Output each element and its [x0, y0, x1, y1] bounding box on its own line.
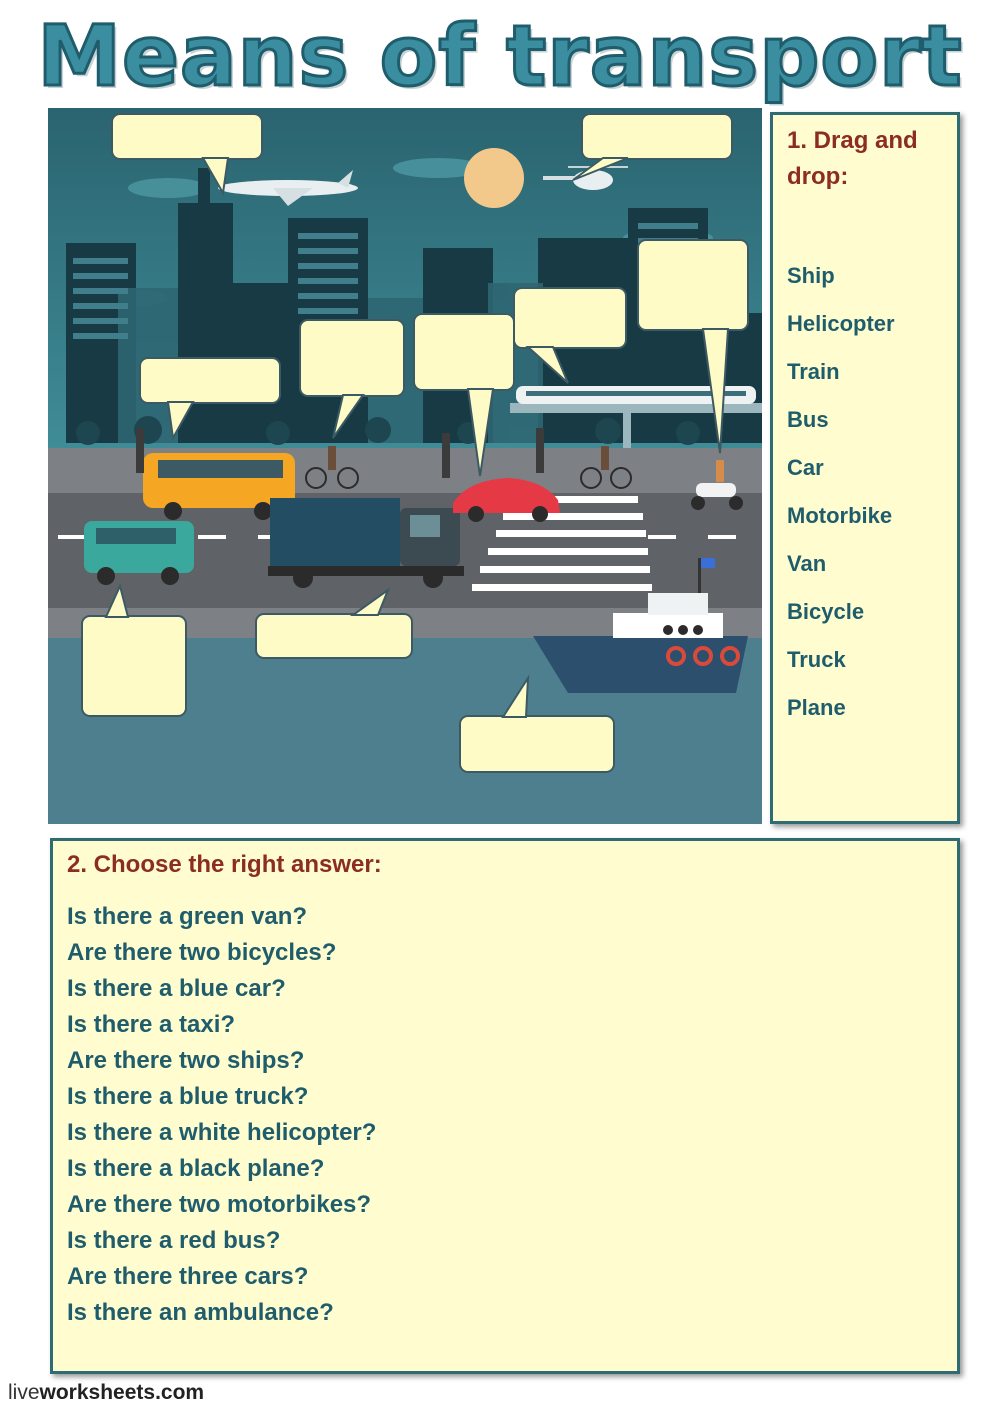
draggable-word-helicopter[interactable]: Helicopter	[787, 311, 895, 336]
drop-zone-bicycle[interactable]	[300, 320, 404, 396]
draggable-word-bus[interactable]: Bus	[787, 407, 829, 432]
question-1[interactable]: Is there a green van?	[67, 903, 308, 930]
question-5[interactable]: Are there two ships?	[67, 1047, 305, 1074]
logo-prefix: live	[8, 1381, 40, 1404]
draggable-word-motorbike[interactable]: Motorbike	[787, 503, 893, 528]
draggable-word-van[interactable]: Van	[787, 551, 827, 576]
question-3[interactable]: Is there a blue car?	[67, 975, 286, 1002]
question-4[interactable]: Is there a taxi?	[67, 1011, 236, 1038]
drop-zone-ship[interactable]	[460, 716, 614, 772]
draggable-word-ship[interactable]: Ship	[787, 263, 835, 288]
worksheet-title: Means of transport	[37, 7, 963, 105]
logo-brand: worksheets.com	[39, 1381, 205, 1404]
draggable-word-bicycle[interactable]: Bicycle	[787, 599, 865, 624]
liveworksheets-logo	[8, 1381, 204, 1405]
question-2[interactable]: Are there two bicycles?	[67, 939, 337, 966]
sun-icon	[464, 148, 524, 208]
drop-zone-van[interactable]	[82, 616, 186, 716]
truck-icon	[268, 498, 464, 588]
city-scene-illustration	[48, 108, 762, 824]
drop-zone-train[interactable]	[514, 288, 626, 348]
draggable-word-truck[interactable]: Truck	[787, 647, 846, 672]
drop-zone-car[interactable]	[414, 314, 514, 390]
drag-drop-panel	[770, 112, 960, 824]
question-11[interactable]: Are there three cars?	[67, 1263, 309, 1290]
drop-zone-plane[interactable]	[112, 114, 262, 159]
drop-zone-truck[interactable]	[256, 614, 412, 658]
question-9[interactable]: Are there two motorbikes?	[67, 1191, 372, 1218]
question-8[interactable]: Is there a black plane?	[67, 1155, 325, 1182]
drag-drop-heading: 1. Drag and drop:	[787, 127, 918, 190]
draggable-word-car[interactable]: Car	[787, 455, 824, 480]
drop-zone-bus[interactable]	[140, 358, 280, 403]
drop-zone-helicopter[interactable]	[582, 114, 732, 159]
draggable-word-plane[interactable]: Plane	[787, 695, 846, 720]
question-6[interactable]: Is there a blue truck?	[67, 1083, 309, 1110]
choose-answer-panel	[50, 838, 960, 1374]
drop-zone-motorbike[interactable]	[638, 240, 748, 330]
question-7[interactable]: Is there a white helicopter?	[67, 1119, 377, 1146]
question-12[interactable]: Is there an ambulance?	[67, 1299, 334, 1326]
question-10[interactable]: Is there a red bus?	[67, 1227, 281, 1254]
choose-answer-heading: 2. Choose the right answer:	[67, 851, 382, 878]
draggable-word-train[interactable]: Train	[787, 359, 840, 384]
